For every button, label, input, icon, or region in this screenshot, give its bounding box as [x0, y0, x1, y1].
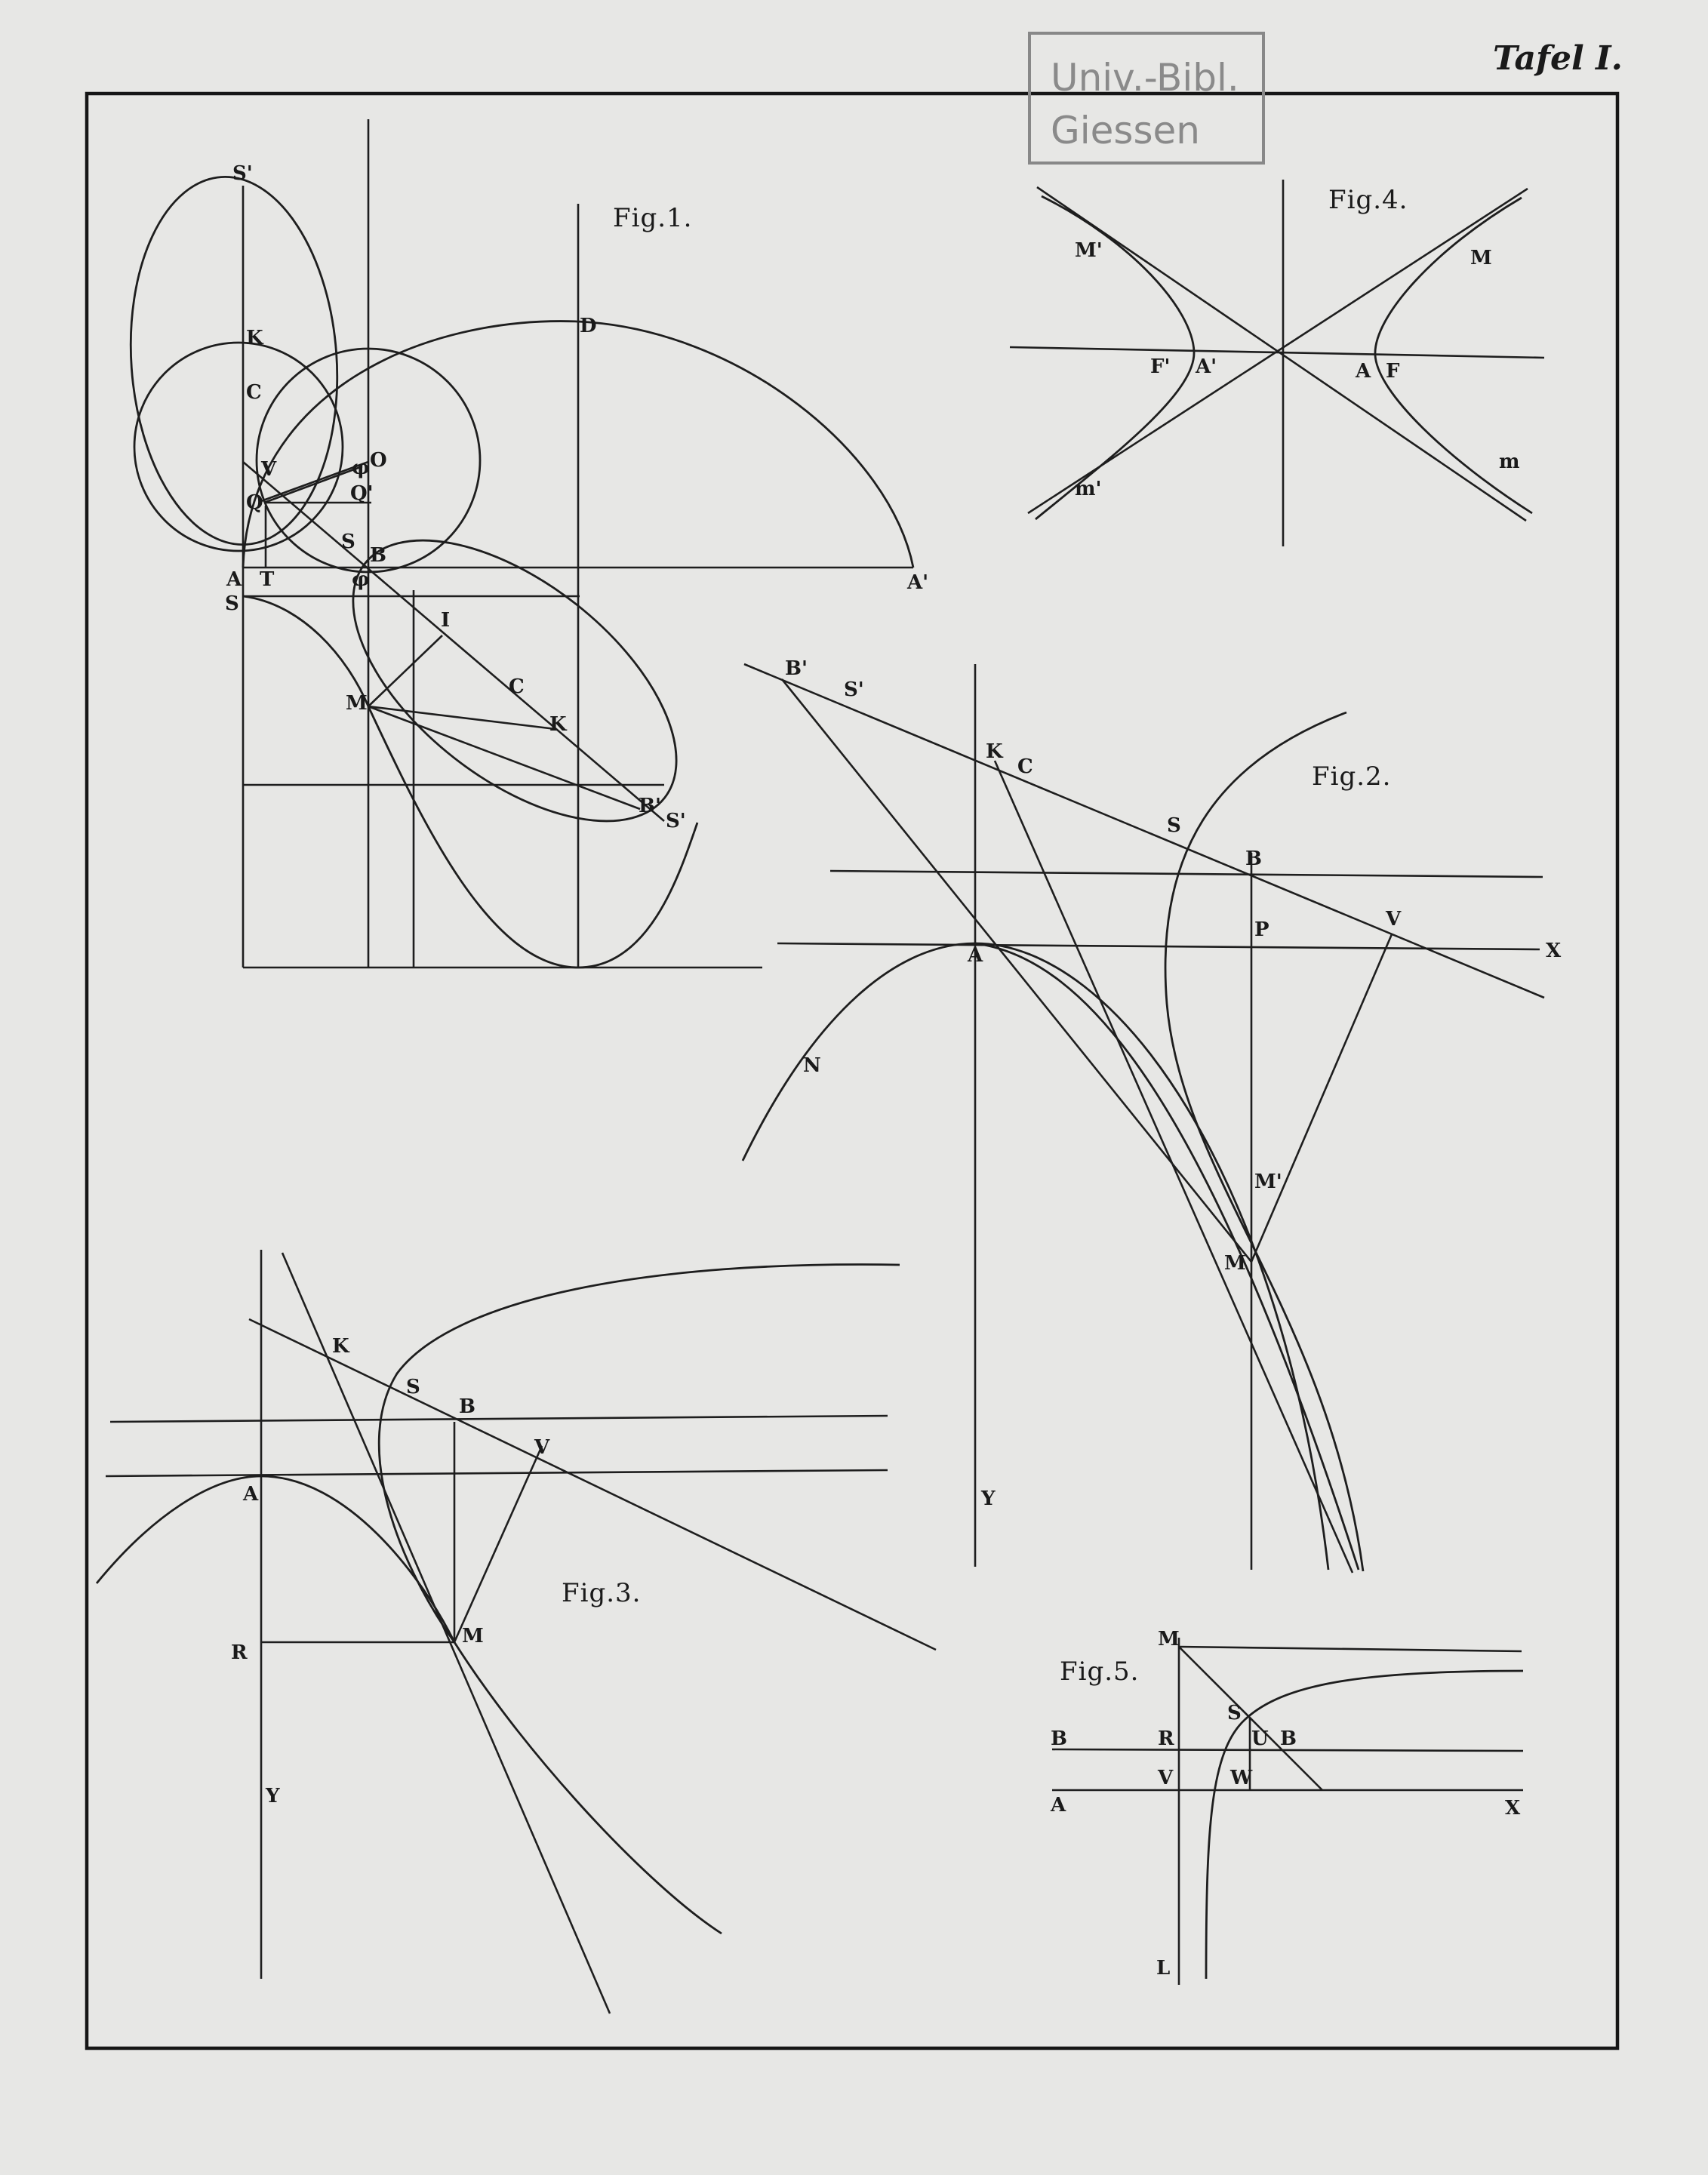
fig1-label-s-prime-top: S'	[232, 162, 253, 185]
fig2-label-y: Y	[981, 1487, 996, 1510]
fig1-label-m: M	[346, 692, 368, 715]
fig1-ellipse-upper	[118, 170, 349, 552]
fig2-hyperbola	[1165, 712, 1363, 1571]
fig5-label-r: R	[1158, 1727, 1174, 1750]
fig2-label-s-prime: S'	[844, 678, 864, 701]
fig1-label-a-prime: A'	[907, 571, 929, 594]
fig4-hyperbola-left	[1036, 196, 1194, 519]
figure-3	[97, 1250, 936, 2013]
fig1-label-b: B	[370, 544, 386, 567]
fig1-line-mb1	[368, 706, 640, 809]
library-stamp-line1: Univ.-Bibl.	[1051, 56, 1239, 100]
fig4-label-a-prime: A'	[1196, 355, 1217, 378]
fig1-label-q: Q	[246, 491, 263, 514]
fig1-label-c-lower: C	[509, 675, 525, 698]
fig2-curve-am	[975, 943, 1359, 1570]
fig2-label-b-prime: B'	[785, 657, 808, 680]
fig4-label-a: A	[1356, 360, 1371, 383]
fig3-label-k: K	[332, 1335, 349, 1358]
fig5-label-b-left: B	[1051, 1727, 1067, 1750]
fig5-label-u: U	[1251, 1727, 1269, 1750]
library-stamp-line2: Giessen	[1051, 109, 1200, 152]
fig1-label-q-prime: Q'	[350, 482, 374, 505]
fig2-line-b1-m	[782, 679, 1251, 1262]
fig4-label-m: M	[1470, 247, 1492, 269]
fig1-label-s-prime-bottom: S'	[666, 810, 686, 832]
fig5-label-s: S	[1227, 1702, 1242, 1724]
fig3-label-v: V	[534, 1436, 550, 1459]
fig1-line-mi	[368, 635, 442, 706]
fig1-label-phi-1: φ	[352, 457, 370, 479]
fig2-label-p: P	[1254, 918, 1269, 941]
fig1-label-s: S	[341, 531, 355, 553]
fig1-title: Fig.1.	[613, 203, 693, 233]
figure-2	[743, 657, 1562, 1573]
fig2-line-k-m	[995, 761, 1353, 1573]
plate-title: Tafel I.	[1493, 39, 1623, 78]
fig5-hyperbola	[1206, 1671, 1523, 1979]
fig3-label-a: A	[243, 1483, 259, 1506]
fig1-label-s-lower: S	[225, 592, 239, 615]
fig3-label-m: M	[462, 1625, 484, 1647]
fig1-label-d: D	[580, 315, 597, 337]
fig4-label-m-prime: M'	[1075, 239, 1103, 262]
fig2-label-m-prime: M'	[1254, 1171, 1282, 1193]
fig5-label-x: X	[1505, 1797, 1521, 1820]
fig4-label-f-prime: F'	[1150, 355, 1171, 378]
fig1-label-k-lower: K	[549, 713, 567, 736]
fig2-label-c: C	[1017, 755, 1033, 778]
fig1-label-o: O	[370, 449, 387, 472]
fig1-label-v: V	[261, 458, 277, 481]
fig4-title: Fig.4.	[1328, 185, 1408, 215]
fig2-label-n: N	[803, 1054, 821, 1077]
library-stamp	[1029, 33, 1263, 163]
fig1-label-b-prime: B'	[639, 795, 661, 817]
fig2-label-s: S	[1167, 814, 1181, 837]
fig3-line-b	[110, 1416, 888, 1422]
fig2-label-k: K	[986, 740, 1003, 763]
fig5-label-a: A	[1051, 1794, 1066, 1817]
figure-1	[118, 119, 928, 968]
fig5-line-top	[1179, 1647, 1522, 1651]
fig2-label-v: V	[1386, 908, 1402, 931]
fig3-line-vm	[454, 1446, 542, 1642]
fig5-label-w: W	[1230, 1767, 1253, 1789]
fig3-label-y: Y	[266, 1785, 280, 1807]
fig3-title: Fig.3.	[562, 1578, 642, 1608]
fig3-label-b: B	[459, 1395, 475, 1418]
fig1-label-c: C	[246, 381, 262, 404]
fig3-parabola	[97, 1476, 722, 1934]
fig5-label-v: V	[1158, 1767, 1174, 1789]
fig1-label-i: I	[441, 609, 451, 632]
fig3-label-r: R	[231, 1641, 248, 1664]
fig4-label-f: F	[1386, 360, 1400, 383]
fig2-line-bb	[744, 664, 1544, 998]
fig4-label-m-lower: m	[1499, 451, 1520, 473]
fig5-label-m: M	[1158, 1628, 1180, 1650]
fig2-line-vm	[1251, 934, 1392, 1262]
fig1-label-a: A	[226, 568, 242, 591]
fig1-label-t: T	[260, 568, 275, 591]
fig2-label-m: M	[1224, 1252, 1246, 1275]
fig5-label-b-right: B	[1280, 1727, 1297, 1750]
figure-5	[1050, 1628, 1523, 1985]
fig4-label-m-prime-lower: m'	[1075, 478, 1102, 500]
fig2-title: Fig.2.	[1312, 761, 1392, 792]
fig3-label-s: S	[406, 1376, 420, 1398]
fig2-label-b: B	[1245, 848, 1262, 870]
fig3-axis-horizontal	[106, 1470, 888, 1476]
fig5-title: Fig.5.	[1060, 1657, 1140, 1687]
fig5-label-l: L	[1156, 1957, 1171, 1980]
fig3-line-k-down	[282, 1253, 610, 2013]
fig2-label-a: A	[968, 944, 983, 967]
fig1-diagonal-main	[243, 462, 664, 821]
figure-4	[1010, 180, 1544, 546]
fig1-line-qo	[264, 466, 362, 503]
fig1-curve-sm	[243, 596, 697, 968]
fig1-label-phi-2: φ	[352, 568, 370, 591]
fig1-label-k: K	[246, 327, 263, 349]
fig2-label-x: X	[1546, 940, 1562, 962]
